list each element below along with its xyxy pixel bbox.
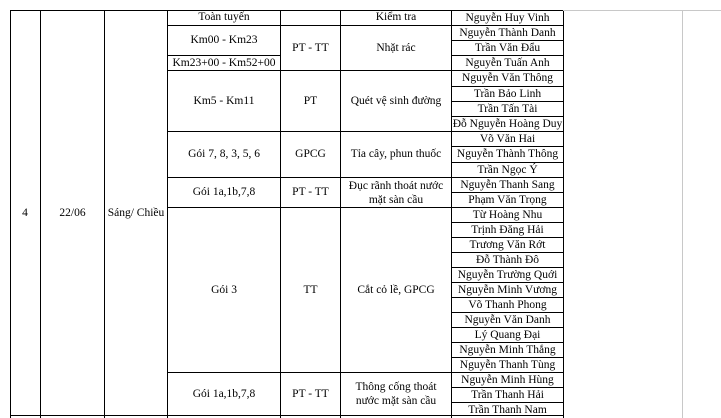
staff-name: Võ Văn Hai [479,133,536,145]
task-label: Tỉa cây, phun thuốc [350,148,442,160]
staff-name: Đỗ Thành Đô [475,254,540,266]
method-label: PT [303,94,318,107]
task-label: Nhặt rác [376,41,416,54]
route-label: Km00 - Km23 [190,34,258,46]
session-cell: Sáng/ Chiều [107,206,165,219]
staff-name: Trần Bảo Linh [473,88,542,100]
staff-name: Trần Ngọc Ý [477,164,538,176]
route-label: Toàn tuyến [198,11,250,23]
route-label: Gói 3 [211,283,237,296]
grid-line [563,10,564,418]
staff-name: Phạm Văn Trọng [468,194,547,206]
staff-name: Nguyễn Minh Vương [458,284,557,296]
date-cell: 22/06 [59,206,86,219]
staff-name: Nguyễn Văn Danh [464,314,551,326]
staff-name: Trần Tấn Tài [477,103,538,115]
method-label: PT - TT [292,186,329,198]
task-label: Thông cống thoát nước mặt sàn cầu [355,381,437,407]
staff-name: Nguyễn Minh Thắng [459,344,556,356]
staff-name: Trần Văn Đẩu [474,42,541,54]
route-label: Gói 1a,1b,7,8 [192,387,256,400]
staff-name: Trần Thanh Hải [471,389,544,401]
task-label: Cắt cỏ lề, GPCG [357,283,435,296]
staff-name: Đỗ Nguyễn Hoàng Duy [452,118,563,130]
staff-name: Nguyễn Thành Thông [456,148,559,160]
staff-name: Nguyễn Thanh Tùng [459,359,556,371]
staff-name: Võ Thanh Phong [468,299,547,311]
staff-name: Nguyễn Văn Thông [462,72,553,84]
task-label: Kiểm tra [375,11,417,23]
staff-name: Từ Hoàng Nhu [472,209,543,221]
grid-line [563,10,721,11]
staff-name: Nguyễn Minh Hùng [461,374,554,386]
staff-name: Nguyễn Thanh Sang [460,179,555,191]
method-label: GPCG [295,148,326,160]
method-label: PT - TT [292,41,329,54]
stt-cell: 4 [22,206,28,219]
route-label: Km23+00 - Km52+00 [172,56,276,69]
route-label: Km5 - Km11 [193,94,255,107]
staff-name: Trương Văn Rớt [469,239,546,251]
task-label: Đục rãnh thoát nước mặt sàn cầu [348,179,444,206]
task-label: Quét vệ sinh đường [350,94,442,107]
staff-name: Nguyễn Tuấn Anh [465,57,550,69]
method-label: TT [303,283,318,296]
staff-name: Nguyễn Thành Danh [459,27,556,39]
staff-name: Lý Quang Đại [474,329,541,341]
method-label: PT - TT [292,387,329,400]
route-label: Gói 7, 8, 3, 5, 6 [188,148,260,160]
staff-name: Nguyễn Trường Quới [457,269,558,281]
staff-name: Trịnh Đăng Hải [471,224,544,236]
grid-line [682,10,683,418]
staff-name: Nguyễn Huy Vinh [465,12,550,24]
staff-name: Trần Thanh Nam [468,404,547,416]
route-label: Gói 1a,1b,7,8 [192,186,256,198]
